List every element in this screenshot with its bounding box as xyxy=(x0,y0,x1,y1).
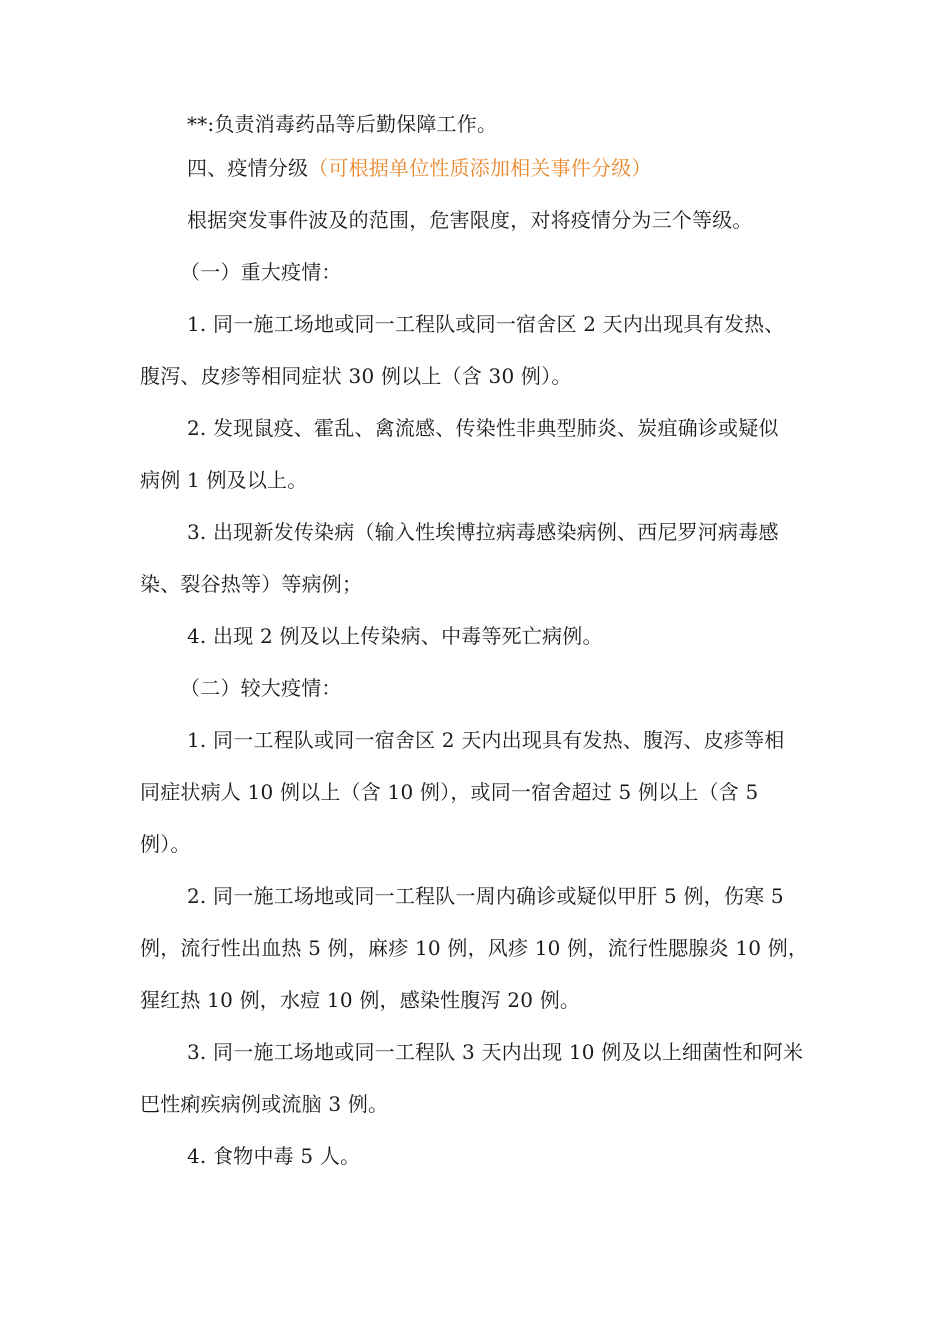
list-item-larger-2-line1: 2. 同一施工场地或同一工程队一周内确诊或疑似甲肝 5 例，伤寒 5 xyxy=(187,884,784,908)
list-item-major-1-line1: 1. 同一施工场地或同一工程队或同一宿舍区 2 天内出现具有发热、 xyxy=(187,312,785,336)
list-item-major-3-line1: 3. 出现新发传染病（输入性埃博拉病毒感染病例、西尼罗河病毒感 xyxy=(187,520,779,544)
list-item-larger-3-line2: 巴性痢疾病例或流脑 3 例。 xyxy=(140,1092,389,1116)
list-item-larger-2-line2: 例，流行性出血热 5 例，麻疹 10 例，风疹 10 例，流行性腮腺炎 10 例， xyxy=(140,936,809,960)
section-heading-note: （可根据单位性质添加相关事件分级） xyxy=(308,156,652,180)
list-item-major-3-line2: 染、裂谷热等）等病例； xyxy=(140,572,363,596)
paragraph-logistics: **:负责消毒药品等后勤保障工作。 xyxy=(187,112,498,136)
list-item-larger-1-line2: 同症状病人 10 例以上（含 10 例），或同一宿舍超过 5 例以上（含 5 xyxy=(140,780,759,804)
subheading-larger-epidemic: （二）较大疫情： xyxy=(180,676,342,700)
list-item-larger-1-line1: 1. 同一工程队或同一宿舍区 2 天内出现具有发热、腹泻、皮疹等相 xyxy=(187,728,785,752)
list-item-major-1-line2: 腹泻、皮疹等相同症状 30 例以上（含 30 例）。 xyxy=(140,364,572,388)
list-item-major-4: 4. 出现 2 例及以上传染病、中毒等死亡病例。 xyxy=(187,624,603,648)
list-item-larger-1-line3: 例）。 xyxy=(140,832,191,856)
section-heading-epidemic-grading xyxy=(187,153,652,183)
section-heading-text: 四、疫情分级 xyxy=(187,156,309,180)
paragraph-grading-intro: 根据突发事件波及的范围，危害限度，对将疫情分为三个等级。 xyxy=(187,208,753,232)
list-item-larger-2-line3: 猩红热 10 例，水痘 10 例，感染性腹泻 20 例。 xyxy=(140,988,581,1012)
list-item-major-2-line2: 病例 1 例及以上。 xyxy=(140,468,308,492)
subheading-major-epidemic: （一）重大疫情： xyxy=(180,260,342,284)
list-item-larger-4: 4. 食物中毒 5 人。 xyxy=(187,1144,361,1168)
list-item-major-2-line1: 2. 发现鼠疫、霍乱、禽流感、传染性非典型肺炎、炭疽确诊或疑似 xyxy=(187,416,779,440)
list-item-larger-3-line1: 3. 同一施工场地或同一工程队 3 天内出现 10 例及以上细菌性和阿米 xyxy=(187,1040,804,1064)
